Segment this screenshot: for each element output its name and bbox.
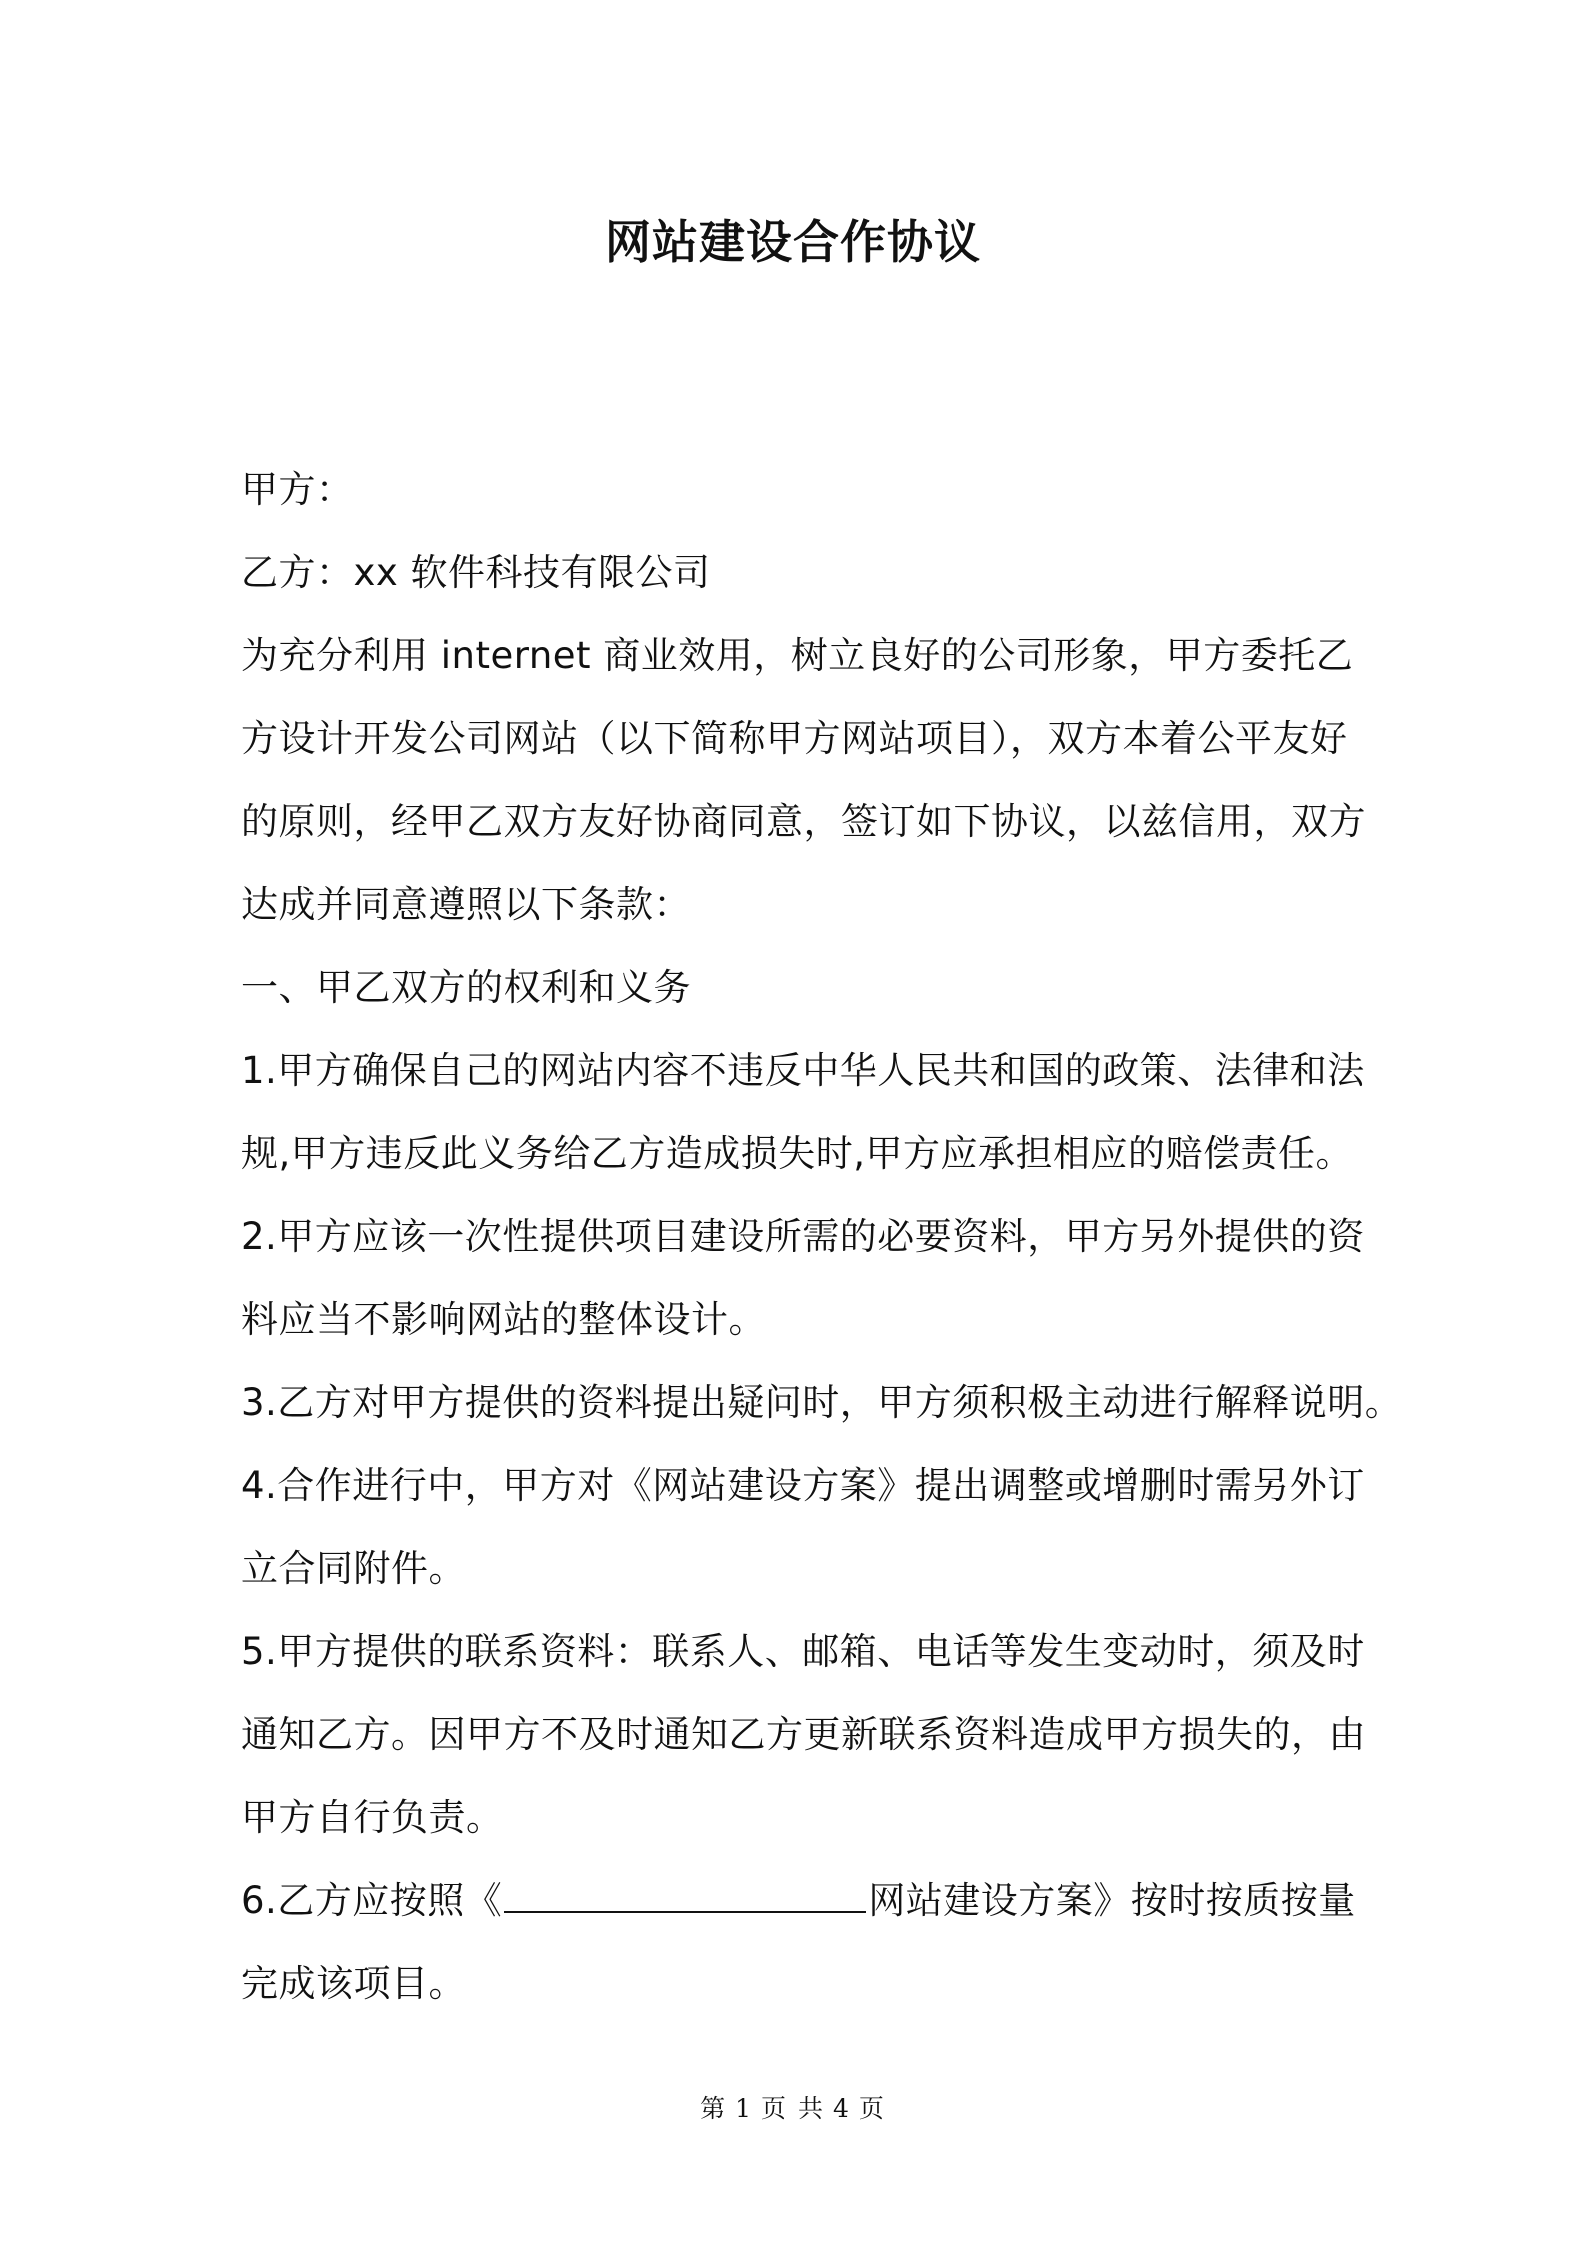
party-a-line: 甲方： bbox=[241, 468, 354, 511]
section-heading: 一、甲乙双方的权利和义务 bbox=[241, 966, 691, 1009]
page-label-prefix: 第 bbox=[700, 2094, 728, 2123]
page-total-number: 4 bbox=[832, 2094, 851, 2123]
page-label-middle: 页 共 bbox=[761, 2094, 825, 2123]
intro-line: 方设计开发公司网站（以下简称甲方网站项目），双方本着公平友好 bbox=[241, 717, 1348, 760]
document-title: 网站建设合作协议 bbox=[605, 215, 981, 269]
clause-4-line: 立合同附件。 bbox=[241, 1547, 466, 1590]
intro-line: 的原则，经甲乙双方友好协商同意，签订如下协议，以兹信用，双方 bbox=[241, 800, 1366, 843]
clause-6-suffix: 网站建设方案》按时按质按量 bbox=[868, 1879, 1356, 1922]
page-footer bbox=[0, 2092, 1586, 2126]
intro-line: 为充分利用 internet 商业效用，树立良好的公司形象，甲方委托乙 bbox=[241, 634, 1354, 677]
clause-3-line: 3.乙方对甲方提供的资料提出疑问时，甲方须积极主动进行解释说明。 bbox=[241, 1381, 1403, 1424]
document-body bbox=[241, 448, 1403, 2025]
clause-5-line: 甲方自行负责。 bbox=[241, 1796, 504, 1839]
clause-1-line: 规,甲方违反此义务给乙方造成损失时,甲方应承担相应的赔偿责任。 bbox=[241, 1132, 1354, 1175]
clause-4-line: 4.合作进行中，甲方对《网站建设方案》提出调整或增删时需另外订 bbox=[241, 1464, 1365, 1507]
intro-line: 达成并同意遵照以下条款： bbox=[241, 883, 691, 926]
clause-2-line: 料应当不影响网站的整体设计。 bbox=[241, 1298, 766, 1341]
party-b-line: 乙方：xx 软件科技有限公司 bbox=[241, 551, 711, 594]
clause-6-line: 完成该项目。 bbox=[241, 1962, 466, 2005]
clause-5-line: 5.甲方提供的联系资料：联系人、邮箱、电话等发生变动时，须及时 bbox=[241, 1630, 1365, 1673]
clause-6-prefix: 6.乙方应按照《 bbox=[241, 1879, 503, 1922]
clause-5-line: 通知乙方。因甲方不及时通知乙方更新联系资料造成甲方损失的，由 bbox=[241, 1713, 1366, 1756]
clause-2-line: 2.甲方应该一次性提供项目建设所需的必要资料，甲方另外提供的资 bbox=[241, 1215, 1365, 1258]
fill-in-blank bbox=[504, 1879, 866, 1913]
page-current-number: 1 bbox=[735, 2094, 754, 2123]
clause-6-line bbox=[241, 1859, 1361, 1942]
page-label-suffix: 页 bbox=[858, 2094, 886, 2123]
clause-1-line: 1.甲方确保自己的网站内容不违反中华人民共和国的政策、法律和法 bbox=[241, 1049, 1365, 1092]
